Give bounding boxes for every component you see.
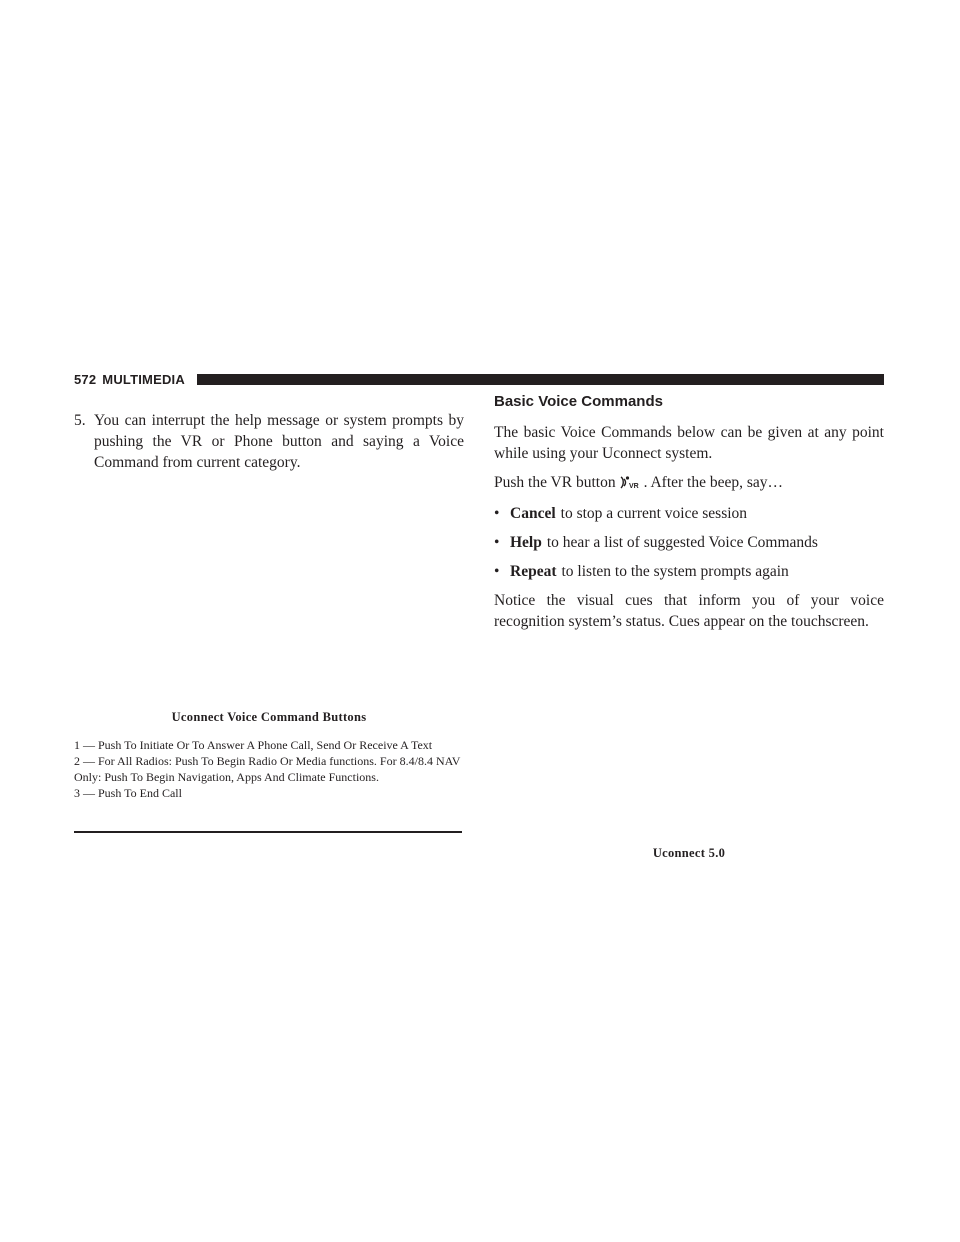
page-header	[74, 370, 884, 388]
push-text-before: Push the VR button	[494, 474, 616, 491]
command-term: Repeat	[510, 563, 557, 580]
command-term: Cancel	[510, 505, 556, 522]
step-number: 5.	[74, 412, 86, 429]
command-desc: to listen to the system prompts again	[561, 563, 789, 580]
legend-rule	[74, 831, 462, 833]
section-heading: Basic Voice Commands	[494, 393, 663, 410]
command-list	[494, 503, 884, 582]
notice-paragraph: Notice the visual cues that inform you of your voice recognition system’s status. Cues appear on the touchscreen.	[494, 592, 884, 630]
command-term: Help	[510, 534, 542, 551]
svg-text:VR: VR	[628, 482, 639, 490]
section-name: MULTIMEDIA	[102, 371, 185, 387]
right-column	[494, 392, 884, 640]
list-item-help: • Help to hear a list of suggested Voice Commands	[494, 534, 818, 551]
command-desc: to stop a current voice session	[560, 505, 748, 522]
list-item-cancel: • Cancel to stop a current voice session	[494, 505, 748, 522]
push-text-after: . After the beep, say…	[643, 474, 784, 491]
intro-paragraph: The basic Voice Commands below can be given at any point while using your Uconnect system.	[494, 424, 884, 462]
figure-caption-uconnect: Uconnect 5.0	[652, 846, 726, 860]
step-5	[74, 410, 464, 473]
left-column	[74, 410, 464, 473]
legend-item-3: 3 — Push To End Call	[74, 786, 182, 800]
figure-caption-voice-buttons: Uconnect Voice Command Buttons	[171, 710, 367, 724]
legend-item-1: 1 — Push To Initiate Or To Answer A Phone Call, Send Or Receive A Text	[74, 738, 433, 752]
figure-legend	[74, 737, 462, 801]
step-text: You can interrupt the help message or system prompts by pushing the VR or Phone button and saying a Voice Command from current category.	[94, 412, 464, 471]
command-desc: to hear a list of suggested Voice Commands	[546, 534, 818, 551]
legend-item-2: 2 — For All Radios: Push To Begin Radio Or Media functions. For 8.4/8.4 NAV Only: Push To Begin Navigation, Apps And Climate Functions.	[74, 754, 461, 784]
vr-button-icon	[618, 475, 642, 491]
push-instruction	[494, 472, 884, 493]
list-item-repeat: • Repeat to listen to the system prompts again	[494, 563, 789, 580]
header-rule	[197, 374, 884, 385]
page-number: 572	[74, 371, 97, 387]
